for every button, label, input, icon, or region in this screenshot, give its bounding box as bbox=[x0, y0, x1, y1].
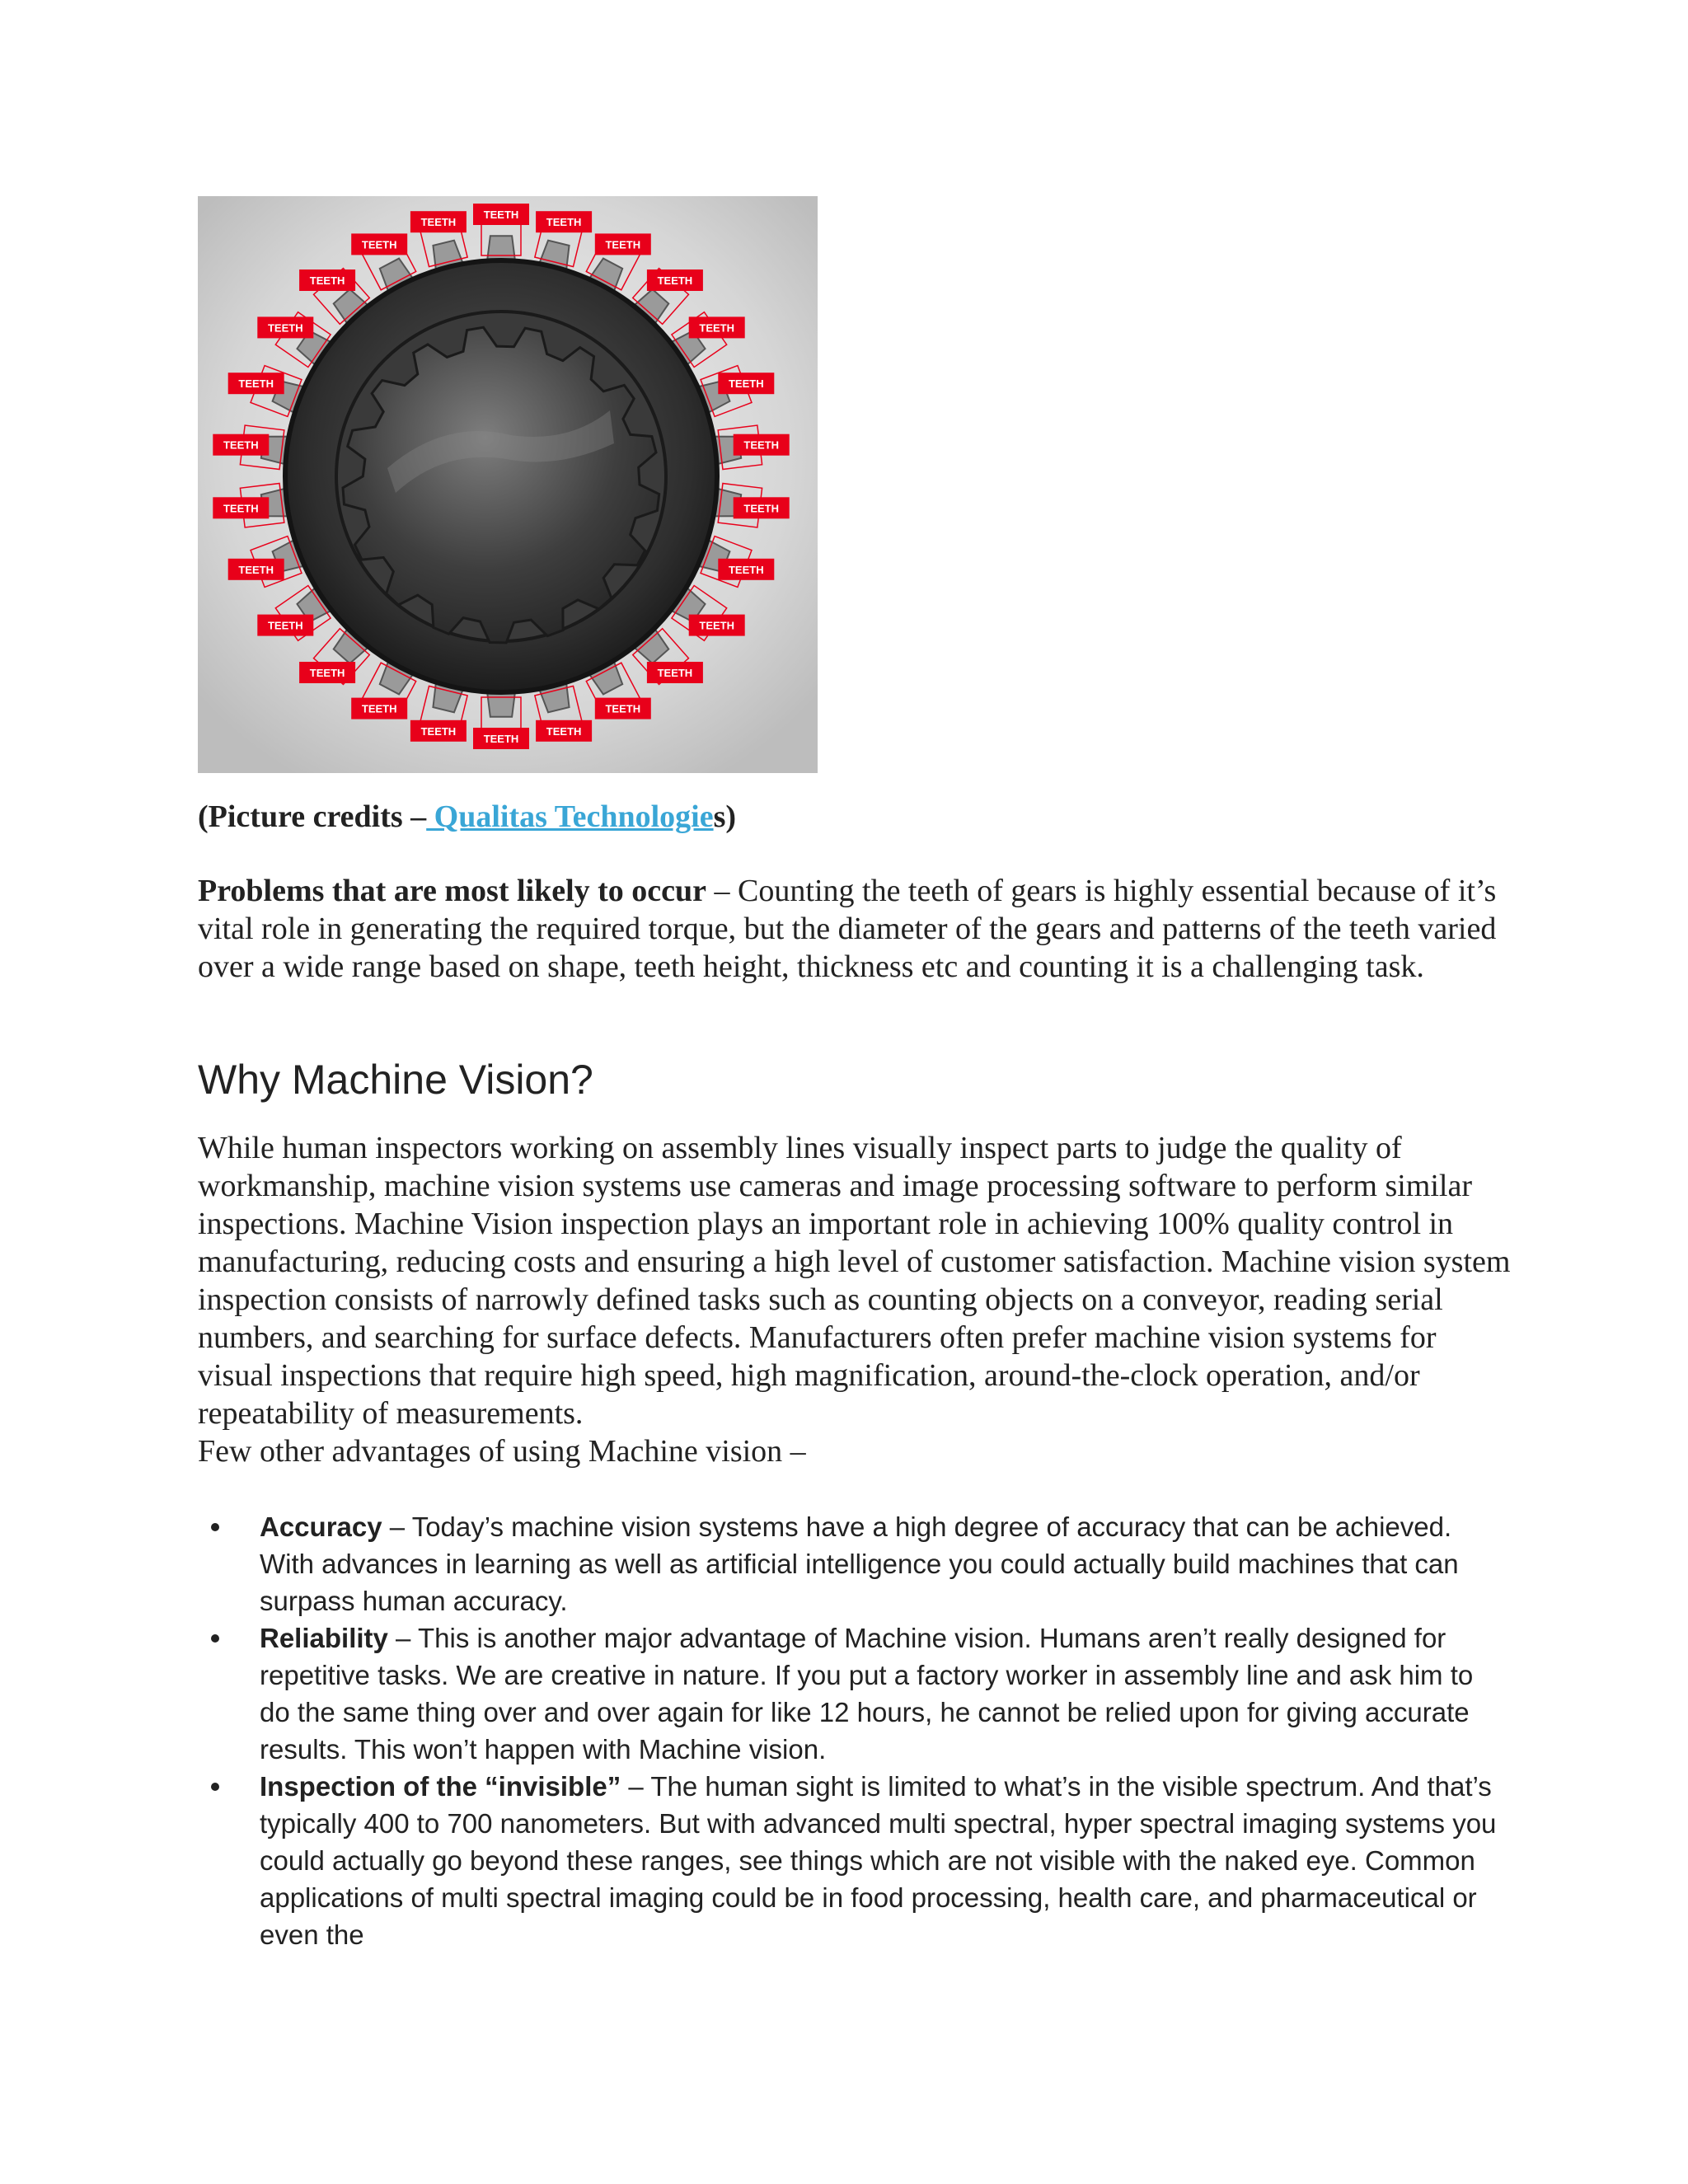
bullet-icon bbox=[211, 1523, 219, 1531]
tooth-label-text: TEETH bbox=[238, 563, 274, 576]
problems-text: – Counting the teeth of gears is highly essential because of it’s vital role in generating the required torque, but the diameter of the gears and patterns of the teeth varied over a wide range based on shape, teeth height, thickness etc and counting it is a challenging task. bbox=[198, 874, 1497, 984]
problems-paragraph bbox=[198, 872, 1500, 986]
bullet-text: – Today’s machine vision systems have a high degree of accuracy that can be achieved. With advances in learning as well as artificial intelligence you could actually build machines that can surpass human accuracy. bbox=[260, 1511, 1459, 1616]
bullet-label: Accuracy bbox=[260, 1511, 382, 1542]
tooth-label-text: TEETH bbox=[728, 377, 764, 391]
gear-inspection-image bbox=[198, 196, 818, 773]
section-heading: Why Machine Vision? bbox=[198, 1057, 593, 1103]
list-item bbox=[198, 1619, 1500, 1768]
advantages-lead-in: Few other advantages of using Machine vision – bbox=[198, 1434, 806, 1469]
tooth-label-text: TEETH bbox=[223, 502, 259, 515]
tooth-label-text: TEETH bbox=[657, 274, 693, 287]
bullet-text: – The human sight is limited to what’s in the visible spectrum. And that’s typically 400 to 700 nanometers. But with advanced multi spectral, hyper spectral imaging systems you could actually go beyond these ranges, see things which are not visible with the naked eye. Common applications of multi spectral imaging could be in food processing, health care, and pharmaceutical or even the bbox=[260, 1771, 1497, 1950]
credits-suffix: s) bbox=[713, 799, 737, 834]
tooth-label-text: TEETH bbox=[361, 238, 397, 251]
bullet-label: Reliability bbox=[260, 1623, 388, 1653]
bullet-icon bbox=[211, 1634, 219, 1643]
list-item bbox=[198, 1508, 1500, 1619]
tooth-label-text: TEETH bbox=[743, 438, 780, 452]
advantages-list bbox=[198, 1508, 1500, 1953]
tooth-label-text: TEETH bbox=[483, 209, 519, 221]
tooth-label-text: TEETH bbox=[605, 702, 641, 715]
tooth-label-text: TEETH bbox=[267, 321, 303, 335]
tooth-label-text: TEETH bbox=[309, 667, 345, 679]
body-paragraph: While human inspectors working on assembly lines visually inspect parts to judge the quality of workmanship, machine vision systems use cameras and image processing software to perform similar inspections. Machine Vision inspection plays an important role in achieving 100% quality control in manufacturing, reducing costs and ensuring a high level of customer satisfaction. Machine vision system inspection consists of narrowly defined tasks such as counting objects on a conveyor, reading serial numbers, and searching for surface defects. Manufacturers often prefer machine vision systems for visual inspections that require high speed, high magnification, around-the-clock operation, and/or repeatability of measurements. bbox=[198, 1131, 1511, 1431]
problems-label: Problems that are most likely to occur bbox=[198, 874, 707, 908]
tooth-label-text: TEETH bbox=[743, 502, 780, 515]
credits-prefix: (Picture credits – bbox=[198, 799, 427, 834]
tooth-label-text: TEETH bbox=[546, 216, 582, 229]
gear-illustration bbox=[198, 196, 818, 773]
tooth-label-text: TEETH bbox=[267, 619, 303, 632]
tooth-label-text: TEETH bbox=[309, 274, 345, 287]
tooth-label-text: TEETH bbox=[546, 724, 582, 738]
bullet-label: Inspection of the “invisible” bbox=[260, 1771, 621, 1802]
tooth-label-text: TEETH bbox=[657, 667, 693, 679]
tooth-label-text: TEETH bbox=[223, 438, 259, 452]
tooth-label-text: TEETH bbox=[420, 724, 457, 738]
picture-credits bbox=[198, 798, 736, 836]
body-section bbox=[198, 1129, 1517, 1470]
tooth-label-text: TEETH bbox=[728, 563, 764, 576]
bullet-text: – This is another major advantage of Machine vision. Humans aren’t really designed for repetitive tasks. We are creative in nature. If you put a factory worker in assembly line and ask him to do the same thing over and over again for like 12 hours, he cannot be relied upon for giving accurate results. This won’t happen with Machine vision. bbox=[260, 1623, 1474, 1765]
bullet-icon bbox=[211, 1783, 219, 1791]
tooth-label-text: TEETH bbox=[699, 619, 735, 632]
tooth-label-text: TEETH bbox=[420, 216, 457, 229]
tooth-label-text: TEETH bbox=[483, 733, 519, 745]
list-item bbox=[198, 1768, 1500, 1953]
tooth-label-text: TEETH bbox=[238, 377, 274, 391]
tooth-label-text: TEETH bbox=[605, 238, 641, 251]
tooth-label-text: TEETH bbox=[699, 321, 735, 335]
credits-link[interactable]: Qualitas Technologie bbox=[426, 799, 714, 834]
tooth-label-text: TEETH bbox=[361, 702, 397, 715]
